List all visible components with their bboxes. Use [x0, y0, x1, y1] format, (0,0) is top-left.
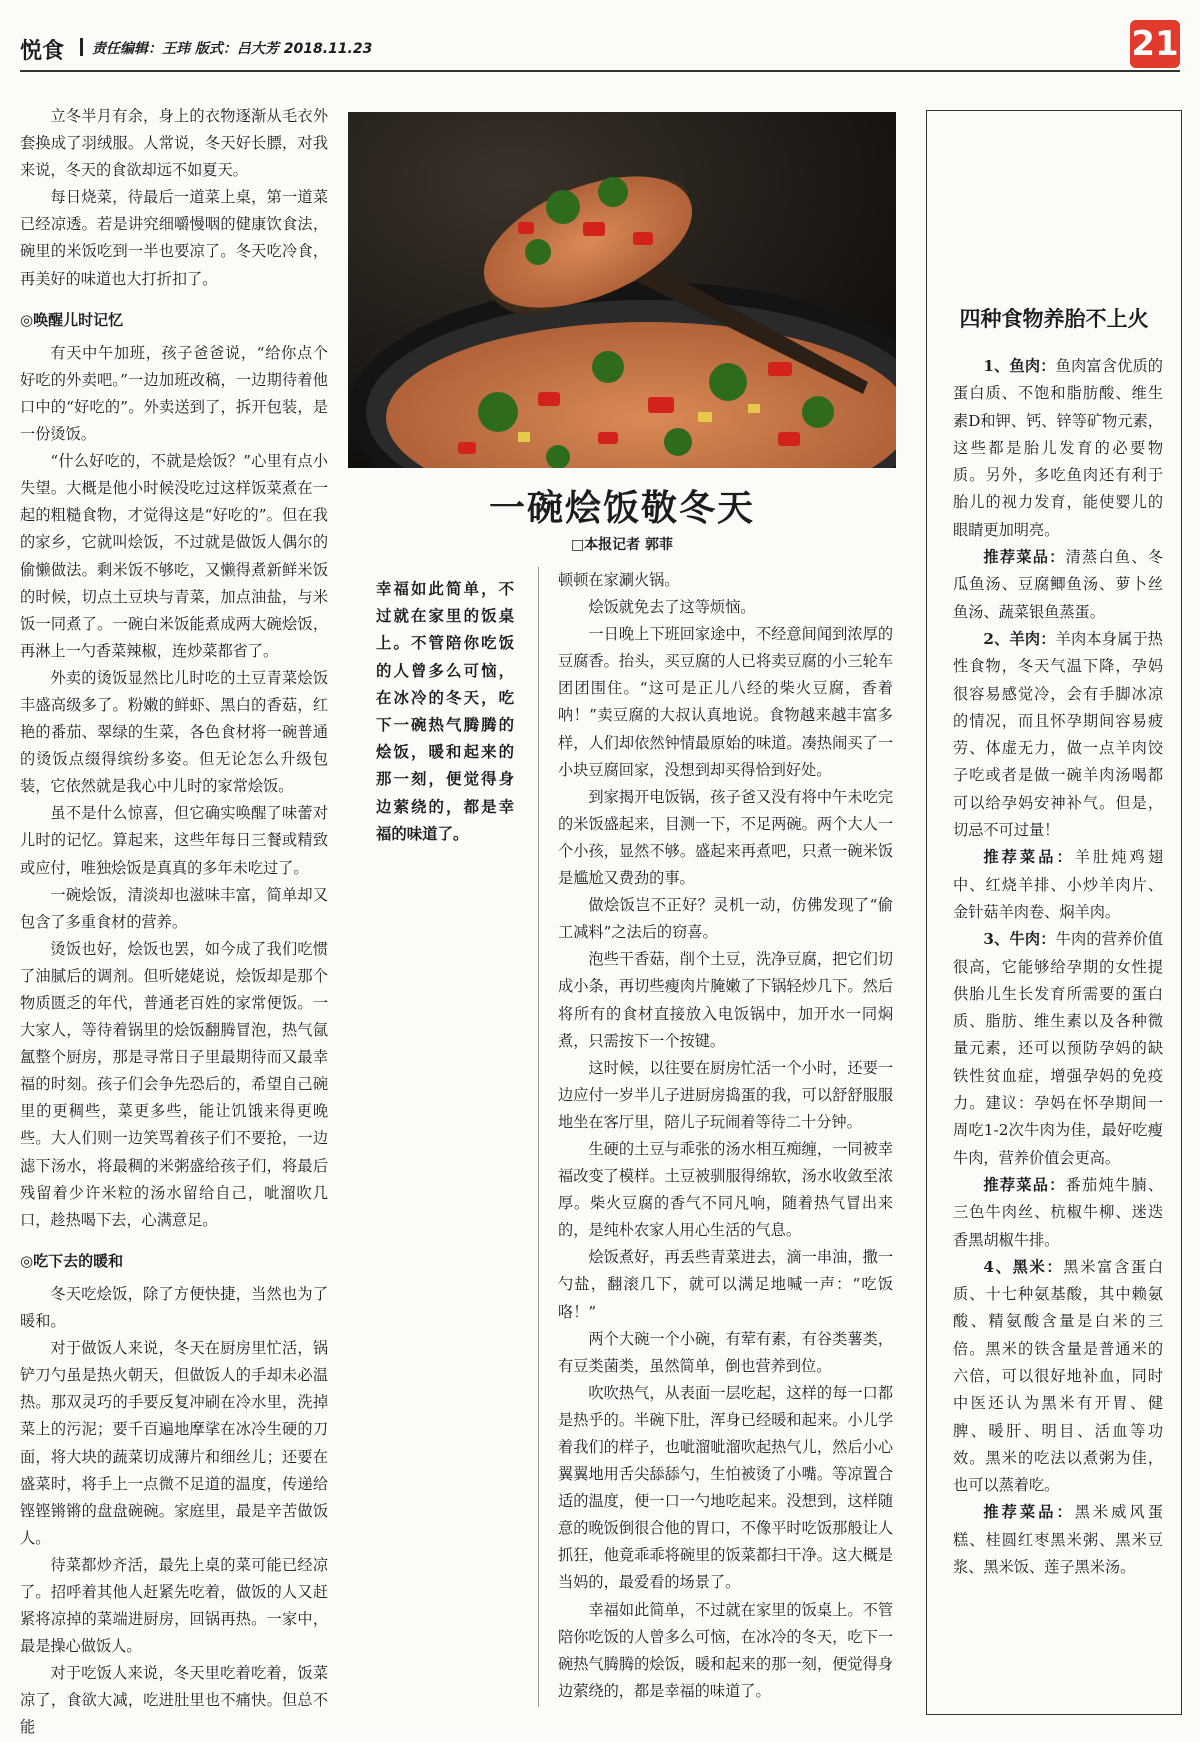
sidebar-item-text: 鱼肉富含优质的蛋白质、不饱和脂肪酸、维生素D和钾、钙、锌等矿物元素，这些都是胎儿发育的必要物质。另外，多吃鱼肉还有利于胎儿的视力发育，能使婴儿的眼睛更加明亮。 — [953, 357, 1163, 539]
recommend-label: 推荐菜品： — [983, 1503, 1075, 1522]
column-divider — [538, 567, 539, 1707]
middle-column — [558, 567, 893, 1705]
paragraph: 对于吃饭人来说，冬天里吃着吃着，饭菜凉了，食欲大减，吃进肚里也不痛快。但总不能 — [20, 1664, 328, 1737]
sidebar-recommend — [953, 1172, 1163, 1254]
paragraph: 吹吹热气，从表面一层吃起，这样的每一口都是热乎的。半碗下肚，浑身已经暖和起来。小儿学着我们的样子，也呲溜呲溜吹起热气儿，然后小心翼翼地用舌尖舔舔勺，生怕被烫了小嘴。等凉置合适的温度，便一口一勺地吃起来。没想到，这样随意的晚饭倒很合他的胃口，不像平时吃饭那般让人抓狂，他竟乖乖将碗里的饭菜都扫干净。这大概是当妈的，最爱看的场景了。 — [558, 1383, 893, 1592]
paragraph: 虽不是什么惊喜，但它确实唤醒了味蕾对儿时的记忆。算起来，这些年每日三餐或精致或应付，唯独烩饭是真真的多年未吃过了。 — [20, 804, 328, 877]
recommend-label: 推荐菜品： — [983, 1175, 1066, 1194]
recommend-text: 黑米威风蛋糕、桂圆红枣黑米粥、黑米豆浆、黑米饭、莲子黑米汤。 — [953, 1503, 1164, 1577]
subheading: ◎唤醒儿时记忆 — [20, 310, 124, 329]
recommend-text: 清蒸白鱼、冬瓜鱼汤、豆腐鲫鱼汤、萝卜丝鱼汤、蔬菜银鱼蒸蛋。 — [953, 548, 1164, 621]
sidebar-item-label: 3、牛肉： — [983, 930, 1056, 949]
paragraph: 冬天吃烩饭，除了方便快捷，当然也为了暖和。 — [20, 1284, 328, 1331]
recommend-label: 推荐菜品： — [983, 848, 1075, 867]
page-number: 21 — [1130, 20, 1180, 68]
sidebar-box — [926, 110, 1182, 1715]
paragraph: 每日烧菜，待最后一道菜上桌，第一道菜已经凉透。若是讲究细嚼慢咽的健康饮食法，碗里的米饭吃到一半也要凉了。冬天吃冷食，再美好的味道也大打折扣了。 — [20, 188, 328, 288]
sidebar-item-label: 1、鱼肉： — [983, 357, 1056, 375]
sidebar-recommend — [953, 1499, 1163, 1581]
paragraph: 做烩饭岂不正好？灵机一动，仿佛发现了“偷工减料”之法后的窃喜。 — [558, 896, 893, 942]
sidebar-item — [953, 1254, 1163, 1500]
sidebar-item — [953, 626, 1163, 844]
sidebar-item — [953, 353, 1163, 544]
sidebar-item — [953, 926, 1163, 1172]
sidebar-title: 四种食物养胎不上火 — [959, 306, 1149, 331]
paragraph: 烫饭也好，烩饭也罢，如今成了我们吃惯了油腻后的调剂。但听姥姥说，烩饭却是那个物质匮乏的年代，普通老百姓的家常便饭。一大家人，等待着锅里的烩饭翻腾冒泡，热气氤氲整个厨房，那是寻常日子里最期待而又最幸福的时刻。孩子们会争先恐后的，希望自己碗里的更稠些，菜更多些，能让饥饿来得更晚些。大人们则一边笑骂着孩子们不要抢，一边滤下汤水，将最稠的米粥盛给孩子们，将最后残留着少许米粒的汤水留给自己，呲溜吹几口，趁热喝下去，心满意足。 — [20, 939, 328, 1229]
header-rule — [20, 70, 1180, 72]
paragraph: 待菜都炒齐活，最先上桌的菜可能已经凉了。招呼着其他人赶紧先吃着，做饭的人又赶紧将凉掉的菜端进厨房，回锅再热。一家中，最是操心做饭人。 — [20, 1555, 328, 1656]
sidebar-item-text: 黑米富含蛋白质、十七种氨基酸，其中赖氨酸、精氨酸含量是白米的三倍。黑米的铁含量是普通米的六倍，可以很好地补血，同时中医还认为黑米有开胃、健脾、暖肝、明目、活血等功效。黑米的吃法以煮粥为佳，也可以蒸着吃。 — [953, 1257, 1164, 1495]
sidebar-recommend — [953, 544, 1163, 626]
recommend-text: 羊肚炖鸡翅中、红烧羊排、小炒羊肉片、金针菇羊肉卷、焖羊肉。 — [953, 848, 1164, 921]
paragraph: 外卖的烫饭显然比儿时吃的土豆青菜烩饭丰盛高级多了。粉嫩的鲜虾、黑白的香菇，红艳的番茄、翠绿的生菜，各色食材将一碗普通的烫饭点缀得缤纷多姿。但无论怎么升级包装，它依然就是我心中儿时的家常烩饭。 — [20, 668, 328, 796]
sidebar-item-text: 羊肉本身属于热性食物，冬天气温下降，孕妈很容易感觉冷，会有手脚冰凉的情况，而且怀孕期间容易疲劳、体虚无力，做一点羊肉饺子吃或者是做一碗羊肉汤喝都可以给孕妈安神补气。但是，切忌不可过量！ — [953, 629, 1163, 840]
paragraph: 一日晚上下班回家途中，不经意间闻到浓厚的豆腐香。抬头，买豆腐的人已将卖豆腐的小三轮车团团围住。“这可是正儿八经的柴火豆腐，香着呐！”卖豆腐的大叔认真地说。食物越来越丰富多样，人们却依然钟情最原始的味道。凑热闹买了一小块豆腐回家，没想到却买得恰到好处。 — [558, 625, 893, 779]
paragraph: 这时候，以往要在厨房忙活一个小时，还要一边应付一岁半儿子进厨房捣蛋的我，可以舒舒服服地坐在客厅里，陪儿子玩闹着等待二十分钟。 — [558, 1058, 893, 1131]
recommend-label: 推荐菜品： — [983, 548, 1066, 567]
paragraph: 幸福如此简单，不过就在家里的饭桌上。不管陪你吃饭的人曾多么可恼，在冰冷的冬天，吃下一碗热气腾腾的烩饭，暖和起来的那一刻，便觉得身边萦绕的，都是幸福的味道了。 — [558, 1600, 893, 1700]
sidebar-item-text: 牛肉的营养价值很高，它能够给孕期的女性提供胎儿生长发育所需要的蛋白质、脂肪、维生素以及各种微量元素，还可以预防孕妈的缺铁性贫血症，增强孕妈的免疫力。建议：孕妈在怀孕期间一周吃1-2次牛肉为佳，最好吃瘦牛肉，营养价值会更高。 — [953, 930, 1163, 1167]
paragraph: 两个大碗一个小碗，有荤有素，有谷类薯类，有豆类菌类，虽然简单，倒也营养到位。 — [558, 1329, 893, 1375]
paragraph: 立冬半月有余，身上的衣物逐渐从毛衣外套换成了羽绒服。人常说，冬天好长膘，对我来说，冬天的食欲却远不如夏天。 — [20, 107, 328, 180]
paragraph: 烩饭就免去了这等烦恼。 — [588, 598, 756, 617]
page-header — [20, 24, 1180, 66]
paragraph: 一碗烩饭，清淡却也滋味丰富，简单却又包含了多重食材的营养。 — [20, 885, 328, 931]
paragraph: 泡些干香菇，削个土豆，洗净豆腐，把它们切成小条，再切些瘦肉片腌嫩了下锅轻炒几下。然后将所有的食材直接放入电饭锅中，加开水一同焖煮，只需按下一个按键。 — [558, 950, 893, 1050]
paragraph: 烩饭煮好，再丢些青菜进去，滴一串油，撒一勺盐，翻滚几下，就可以满足地喊一声：“吃饭咯！” — [558, 1248, 893, 1321]
paragraph: 到家揭开电饭锅，孩子爸又没有将中午未吃完的米饭盛起来，目测一下，不足两碗。两个大人一个小孩，显然不够。盛起来再煮吧，只煮一碗米饭是尴尬又费劲的事。 — [558, 787, 893, 888]
pull-quote — [376, 576, 514, 848]
sidebar-item-label: 4、黑米： — [983, 1257, 1064, 1276]
header-divider — [80, 38, 83, 56]
recommend-text: 番茄炖牛腩、三色牛肉丝、杭椒牛柳、迷迭香黑胡椒牛排。 — [953, 1175, 1164, 1249]
sidebar-body — [953, 353, 1163, 1581]
header-credits: 责任编辑：王玮 版式：吕大芳 2018.11.23 — [92, 41, 373, 57]
paragraph: 有天中午加班，孩子爸爸说，“给你点个好吃的外卖吧。”一边加班改稿，一边期待着他口中的“好吃的”。外卖送到了，拆开包装，是一份烫饭。 — [20, 343, 328, 444]
article-headline: 一碗烩饭敬冬天 — [488, 487, 755, 529]
food-photo — [348, 112, 896, 468]
paragraph: 对于做饭人来说，冬天在厨房里忙活，锅铲刀勺虽是热火朝天，但做饭人的手却未必温热。那双灵巧的手要反复冲刷在冷水里，洗掉菜上的污泥；要千百遍地摩挲在冰冷生硬的刀面，将大块的蔬菜切成薄片和细丝儿；还要在盛菜时，将手上一点微不足道的温度，传递给铿铿锵锵的盘盘碗碗。家庭里，最是辛苦做饭人。 — [20, 1339, 328, 1547]
subheading: ◎吃下去的暖和 — [20, 1251, 124, 1270]
sidebar-item-label: 2、羊肉： — [983, 629, 1056, 648]
risotto-illustration — [348, 112, 896, 468]
paragraph: 顿顿在家涮火锅。 — [558, 571, 680, 589]
paragraph: “什么好吃的，不就是烩饭？”心里有点小失望。大概是他小时候没吃过这样饭菜煮在一起的粗糙食物，才觉得这是“好吃的”。但在我的家乡，它就叫烩饭，不过就是做饭人偶尔的偷懒做法。剩米饭不够吃，又懒得煮新鲜米饭的时候，切点土豆块与青菜，加点油盐，与米饭一同煮了。一碗白米饭能煮成两大碗烩饭，再淋上一勺香菜辣椒，连炒菜都省了。 — [20, 452, 328, 660]
section-name: 悦食 — [20, 39, 65, 64]
paragraph: 生硬的土豆与乖张的汤水相互痴缠，一同被幸福改变了模样。土豆被驯服得绵软，汤水收敛至浓厚。柴火豆腐的香气不同凡响，随着热气冒出来的，是纯朴农家人用心生活的气息。 — [558, 1139, 893, 1240]
pull-quote-text: 幸福如此简单，不过就在家里的饭桌上。不管陪你吃饭的人曾多么可恼，在冰冷的冬天，吃下一碗热气腾腾的烩饭，暖和起来的那一刻，便觉得身边萦绕的，都是幸福的味道了。 — [376, 580, 514, 843]
sidebar-recommend — [953, 844, 1163, 926]
article-byline: □本报记者 郭菲 — [570, 537, 674, 553]
left-column — [20, 103, 328, 1742]
